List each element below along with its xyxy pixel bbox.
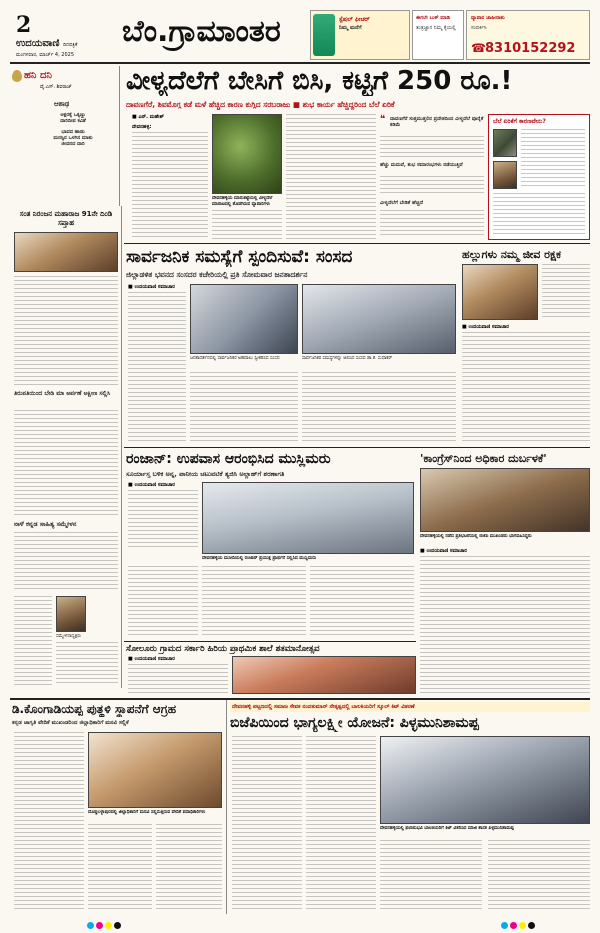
ramzan-photo-caption: ದೇವನಹಳ್ಳಿಯ ಮಸೀದಿಯಲ್ಲಿ ರಂಜಾನ್ ಪ್ರಯುಕ್ತ ಪ್ರಾರ್ಥನೆ ಸಲ್ಲಿಸಿದ ಮುಸ್ಲಿಮರು	[202, 556, 317, 561]
ramzan-text-col4	[310, 566, 414, 638]
lead-bottom-rule	[124, 243, 590, 244]
women-headline: ಹಲ್ಲುಗಳು ನಮ್ಮ ಜೀವ ರಕ್ಷಕ	[462, 248, 561, 261]
bjp-strap-text: ದೇವನಹಳ್ಳಿ ಪಟ್ಟಣದಲ್ಲಿ ಸಮಾಜ ಸೇವಕ ನಂದಕುಮಾರ್ ನೇತೃತ್ವದಲ್ಲಿ ಬಾಲಕಿಯರಿಗೆ ಸ್ಕೂಲ್ ಕಿಟ್ ವಿತರಣೆ	[232, 704, 415, 710]
poem-line: ದಾರಿದೀಪ ಕವಿತೆ	[60, 118, 86, 124]
bottom-rule	[10, 698, 590, 700]
lead-place: ದೇವನಹಳ್ಳಿ:	[132, 124, 152, 130]
seer-text	[14, 276, 118, 386]
literature-photo-caption: ಸಮ್ಮೇಳನಾಧ್ಯಕ್ಷರು	[56, 634, 82, 639]
bjp-text-col3	[380, 840, 482, 912]
lead-quotes	[380, 114, 484, 240]
congress-text	[420, 556, 590, 694]
seer-text-2	[14, 410, 118, 515]
ramzan-photo	[202, 482, 414, 554]
header-ad-3	[466, 10, 590, 60]
sidebar-text-2	[493, 193, 585, 237]
kongadi-headline: ಡಿ.ಕೊಂಗಾಡಿಯಪ್ಪ ಪುತ್ಥಳಿ ಸ್ಥಾಪನೆಗೆ ಆಗ್ರಹ	[12, 702, 177, 716]
lead-photo	[212, 114, 282, 194]
honey-column	[10, 66, 120, 206]
masthead-rule	[10, 62, 590, 64]
lead-subhead: ದಾವಣಗೆರೆ, ಶಿವಮೊಗ್ಗ ಕಡೆ ಮಳೆ ಹೆಚ್ಚಿದ ಕಾರಣ ಕುಗ್ಗಿದ ಸರಬರಾಜು ■ ಶುಭ ಕಾರ್ಯ ಹೆಚ್ಚಿದ್ದರಿಂದ ಬೆಲೆ ಏರಿಕೆ	[126, 100, 395, 109]
literature-text-3	[56, 642, 118, 686]
ramzan-text-col3	[202, 566, 306, 638]
literature-headline: ನಾಳೆ ಕನ್ನಡ ಸಾಹಿತ್ಯ ಸಮ್ಮೇಳನ	[14, 520, 77, 528]
mp-photo-2	[302, 284, 456, 354]
women-photo	[462, 264, 538, 320]
lead-text-col3	[212, 210, 282, 240]
lead-headline: ವೀಳ್ಯದೆಲೆಗೆ ಬೇಸಿಗೆ ಬಿಸಿ, ಕಟ್ಟಿಗೆ 250 ರೂ.!	[126, 66, 513, 96]
literature-text-2	[14, 596, 52, 686]
color-registration-marks	[500, 914, 560, 924]
paper-name: ಉದಯವಾಣಿ ದಿನಪತ್ರಿಕೆ	[16, 38, 78, 49]
color-registration-marks	[86, 914, 146, 924]
bjp-text-col2	[306, 736, 376, 912]
congress-photo-caption: ದೇವನಹಳ್ಳಿಯಲ್ಲಿ ನಡೆದ ಪ್ರತಿಭಟನೆಯಲ್ಲಿ ಬಿಜೆಪಿ ಮುಖಂಡರು ಭಾಗವಹಿಸಿದ್ದರು	[420, 534, 532, 539]
ramzan-subhead: ಸೂರ್ಯಾಸ್ತ ಬಳಿಕ ಅನ್ನ, ಪಾನೀಯ ಚಟುವಟಿಕೆ ತ್ಯಜಿಸಿ ಅಲ್ಲಾಹ್‌ಗೆ ಶರಣಾಗತಿ	[126, 470, 285, 478]
kongadi-subhead: ಕನ್ನಡ ಜಾಗೃತಿ ವೇದಿಕೆ ಮುಖಂಡರಿಂದ ಜಿಲ್ಲಾಧಿಕಾರಿಗೆ ಮನವಿ ಸಲ್ಲಿಕೆ	[12, 720, 129, 726]
women-byline: ■ ಉದಯವಾಣಿ ಸಮಾಚಾರ	[462, 324, 509, 330]
seer-subtitle: ತಿರುಪತಿಯಿಂದ ಬೇಡಿ ಮಾ ಅರ್ಪಣೆ ಅಕ್ಷೀಣ ಸಲ್ಲಿಸಿ	[14, 390, 111, 397]
honey-drop-icon	[12, 70, 22, 82]
mp-text-col2	[190, 372, 298, 444]
ramzan-byline: ■ ಉದಯವಾಣಿ ಸಮಾಚಾರ	[128, 482, 175, 488]
honey-title: ಆಶಾಢ	[54, 100, 70, 108]
seer-photo	[14, 232, 118, 272]
mp-photo-caption-2: ಸಾರ್ವಜನಿಕರ ಸಮಸ್ಯೆಗಳನ್ನು ಆಲಿಸಿದ ಸಂಸದ ಡಾ.ಕೆ. ಸುಧಾಕರ್	[302, 356, 393, 361]
congress-photo	[420, 468, 590, 532]
header-ad-2	[412, 10, 464, 60]
section-title: ಬೆಂ.ಗ್ರಾಮಾಂತರ	[122, 14, 281, 49]
literature-text	[14, 532, 118, 592]
honey-brand: ಹನಿ ದನಿ	[24, 70, 52, 81]
ad-text: ಸಂಪರ್ಕಿಸಿ	[471, 25, 487, 31]
sidebar-person-photo	[493, 129, 517, 157]
sidebar-text	[521, 129, 585, 189]
poem-line: ಜೀವನದ ದಾರಿ	[61, 141, 85, 147]
ad-text: ವ್ಯಾಪಾರ ಜಾಹೀರಾತು	[471, 15, 505, 21]
school-text	[128, 664, 228, 694]
quote-text	[380, 176, 484, 196]
women-text-side	[542, 264, 590, 320]
mp-text-col1	[128, 292, 186, 444]
mp-subhead: ಜಿಲ್ಲಾಡಳಿತ ಭವನದ ಸಂಸದರ ಕಚೇರಿಯಲ್ಲಿ ಪ್ರತಿ ಸೋಮವಾರ ಜನತಾದರ್ಶನ	[126, 270, 308, 279]
bjp-text-col1	[232, 736, 302, 912]
bjp-text-col4	[488, 840, 590, 912]
bjp-photo-caption: ದೇವನಹಳ್ಳಿಯಲ್ಲಿ ಫಲಾನುಭವಿ ಬಾಲಕಿಯರಿಗೆ ಕಿಟ್ ವಿತರಿಸಿದ ಮಾಜಿ ಶಾಸಕ ಪಿಳ್ಳಮುನಿಶಾಮಪ್ಪ	[380, 826, 514, 831]
kongadi-photo-caption: ದೊಡ್ಡಬಳ್ಳಾಪುರದಲ್ಲಿ ಜಿಲ್ಲಾಧಿಕಾರಿಗೆ ಮನವಿ ಸಲ್ಲಿಸುತ್ತಿರುವ ವೇದಿಕೆ ಪದಾಧಿಕಾರಿಗಳು	[88, 810, 206, 815]
school-rule	[124, 641, 416, 642]
bjp-strap	[230, 702, 590, 712]
lead-quote-3: ವೀಳ್ಯದೆಲೆಗೆ ಬೇಡಿಕೆ ಹೆಚ್ಚಿದೆ	[380, 200, 423, 206]
mp-photo-caption-1: ಜನತಾದರ್ಶನದಲ್ಲಿ ಸಾರ್ವಜನಿಕರ ಅಹವಾಲು ಸ್ವೀಕರಿಸಿದ ಸಂಸದ	[190, 356, 280, 361]
school-photo	[232, 656, 416, 694]
quote-text	[380, 210, 484, 238]
ramzan-headline: ರಂಜಾನ್: ಉಪವಾಸ ಆರಂಭಿಸಿದ ಮುಸ್ಲಿಮರು	[126, 451, 331, 467]
lead-text-col2	[286, 114, 376, 240]
quote-mark-icon: ❝	[380, 114, 386, 125]
lead-photo-caption: ದೇವನಹಳ್ಳಿಯ ಮಾರುಕಟ್ಟೆಯಲ್ಲಿ ವೀಳ್ಯದೆಲೆ ಮಾರಾಟದಲ್ಲಿ ತೊಡಗಿರುವ ವ್ಯಾಪಾರಿಗಳು	[212, 196, 273, 207]
mp-photo-1	[190, 284, 298, 354]
bjp-photo	[380, 736, 590, 824]
bjp-headline: ಬಿಜೆಪಿಯಿಂದ ಭಾಗ್ಯಲಕ್ಷ್ಮೀ ಯೋಜನೆ: ಪಿಳ್ಳಮುನಿಶಾಮಪ್ಪ	[230, 715, 479, 731]
ad-text: ಈಗಲೇ ಬುಕ್‌ ಮಾಡಿ	[416, 15, 450, 21]
lead-quote-2: ಹೆಚ್ಚು ಮದುವೆ, ಶುಭ ಸಮಾರಂಭಗಳು ನಡೆಯುತ್ತಿವೆ	[380, 162, 463, 168]
ramzan-text-col1	[128, 490, 198, 550]
sidebar-person-photo-2	[493, 161, 517, 189]
phone-icon: ☎	[471, 41, 486, 55]
kongadi-text-col3	[156, 824, 222, 912]
ad-text: ನಿಮ್ಮ ಮನೆಗೆ	[339, 25, 362, 31]
mp-byline: ■ ಉದಯವಾಣಿ ಸಮಾಚಾರ	[128, 284, 175, 290]
ad-phone: 8310152292	[485, 41, 576, 56]
mp-text-col3	[302, 372, 456, 444]
lead-text-col1	[132, 132, 208, 240]
mid-rule	[124, 447, 590, 448]
ramzan-text-col2	[128, 566, 198, 638]
column-divider	[226, 700, 227, 914]
honey-poem	[30, 112, 116, 147]
sidebar-title: ಬೆಲೆ ಏರಿಕೆಗೆ ಕಾರಣವೇನು?	[493, 118, 546, 125]
congress-byline: ■ ಉದಯವಾಣಿ ಸಮಾಚಾರ	[420, 548, 467, 554]
mp-headline: ಸಾರ್ವಜನಿಕ ಸಮಸ್ಯೆಗೆ ಸ್ಪಂದಿಸುವೆ: ಸಂಸದ	[126, 247, 353, 267]
poem-line: ಭಾವದ ಹಾಡು	[61, 129, 85, 135]
dateline: ಮಂಗಳವಾರ, ಮಾರ್ಚ್‌ 4, 2025	[16, 52, 75, 58]
school-byline: ■ ಉದಯವಾಣಿ ಸಮಾಚಾರ	[128, 656, 175, 662]
phone-ad-image	[313, 14, 335, 56]
honey-author: ವೈ.ಎಸ್‌. ಶಿವರಾಜ್	[40, 84, 72, 90]
quote-text	[380, 136, 484, 158]
congress-headline: 'ಕಾಂಗ್ರೆಸ್‌ನಿಂದ ಅಧಿಕಾರ ದುರ್ಬಳಕೆ'	[420, 452, 547, 465]
kongadi-text-col1	[14, 732, 84, 912]
seer-title: ಸಂತ ನಿರಂಜನ ಮಹಾರಾಜ 91ನೇ ದಿಂಡಿ ಸಪ್ತಾಹ	[19, 210, 113, 227]
lead-byline: ■ ಎನ್‌. ಮಹೇಶ್	[132, 114, 164, 120]
lead-sidebar	[488, 114, 590, 240]
kongadi-photo	[88, 732, 222, 808]
kongadi-text-col2	[88, 824, 152, 912]
school-headline: ಸೋಲೂರು ಗ್ರಾಮದ ಸರ್ಕಾರಿ ಹಿರಿಯ ಪ್ರಾಥಮಿಕ ಶಾಲೆ ಶತಮಾನೋತ್ಸವ	[126, 644, 320, 654]
column-divider	[121, 206, 122, 688]
ad-text: ತಂತ್ರಜ್ಞಾನ ನಿಮ್ಮ ಕೈಯಲ್ಲಿ	[416, 25, 456, 31]
page-number: 2	[16, 12, 32, 38]
lead-quote-1: ದಾವಣಗೆರೆ ಸುತ್ತಮುತ್ತಲಿನ ಪ್ರದೇಶದಿಂದ ವೀಳ್ಯದೆಲೆ ಪೂರೈಕೆ ಕಡಿಮೆ	[390, 116, 484, 128]
women-text	[462, 332, 590, 444]
poem-line: ಮನಸ್ಸಿನ ಒಳಗಿನ ಮಾತು	[53, 135, 93, 141]
header-ad-1	[310, 10, 410, 60]
ad-text: ಸ್ಪೆಷಲ್‌ ಫೀಚರ್‌	[339, 16, 370, 23]
poem-line: ಅಕ್ಷರಕ್ಕೆ ಒಕ್ಕಣ್ಣು	[60, 112, 86, 118]
literature-photo	[56, 596, 86, 632]
